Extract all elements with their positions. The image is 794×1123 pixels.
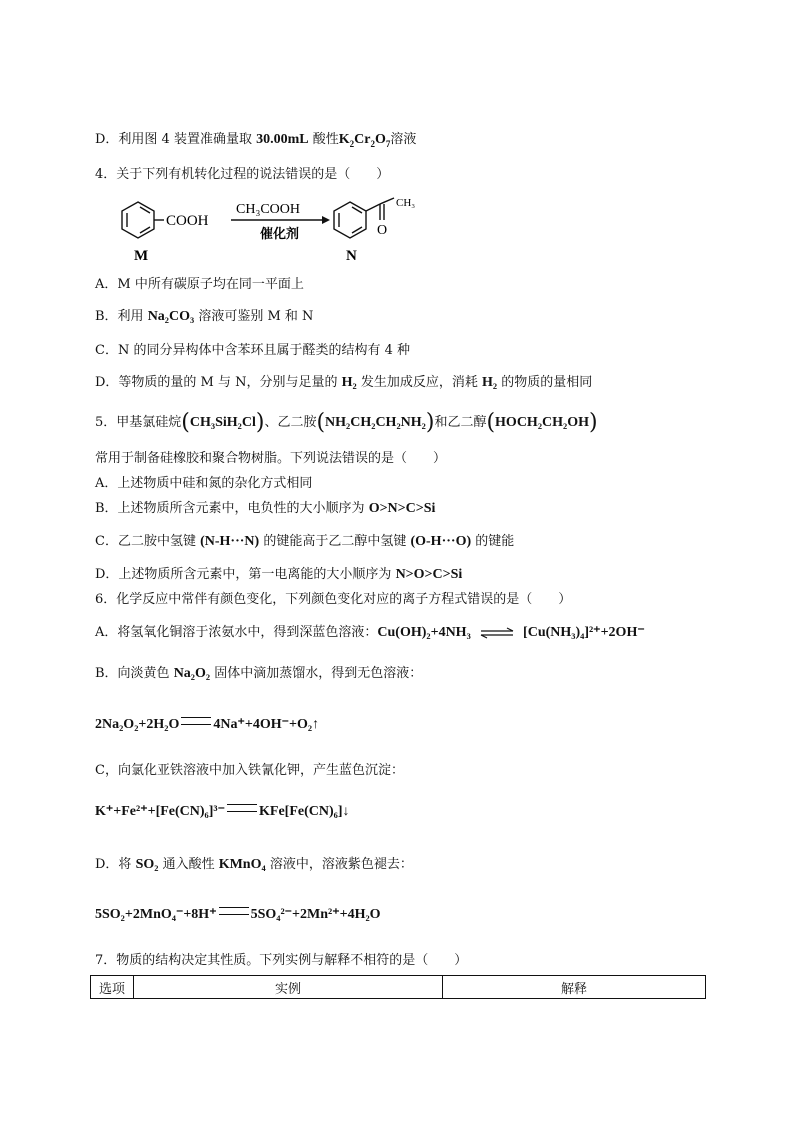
reagent-label: CH₃COOH [236,202,300,217]
q6-stem: 6．化学反应中常伴有颜色变化，下列颜色变化对应的离子方程式错误的是（ ） [95,592,572,607]
table-header-explanation: 解释 [443,976,706,999]
equals-sign [227,804,257,812]
q3-option-d: D．利用图 4 装置准确量取 30.00mL 酸性$K_2Cr_2O_7$溶液 [95,132,417,149]
label-m: M [134,248,149,264]
q5-option-a: A．上述物质中硅和氮的杂化方式相同 [95,476,313,491]
q3d-formula: $K_2Cr_2O_7$ [338,132,391,149]
q6-option-a: A．将氢氧化铜溶于浓氨水中，得到深蓝色溶液：Cu(OH)₂+4NH₃ [Cu(NH₃)₄]²⁺+2OH⁻ [95,625,645,640]
q7-table [90,975,706,999]
q4-reaction-scheme [118,196,428,266]
table-header-example: 实例 [134,976,443,999]
q6-d-equation: 5SO₂+2MnO₄⁻+8H⁺ 5SO₄²⁻+2Mn²⁺+4H₂O [95,907,381,922]
q3d-amount: 30.00mL [256,132,309,147]
q5-stem-line2: 常用于制备硅橡胶和聚合物树脂。下列说法错误的是（ ） [95,451,447,466]
q5-option-d: D．上述物质所含元素中，第一电离能的大小顺序为 N>O>C>Si [95,567,463,582]
label-n: N [346,248,357,264]
equals-sign [219,907,249,915]
reversible-arrow-icon [479,627,515,639]
q7-stem: 7．物质的结构决定其性质。下列实例与解释不相符的是（ ） [95,953,468,968]
methyl-label: CH₃ [396,197,416,209]
q4-option-b: B．利用 Na₂CO₃ 溶液可鉴别 M 和 N [95,309,314,324]
table-header-option: 选项 [91,976,134,999]
q6-option-b: B．向淡黄色 Na₂O₂ 固体中滴加蒸馏水，得到无色溶液： [95,666,423,681]
catalyst-label: 催化剂 [260,227,300,242]
q6-option-d: D．将 SO₂ 通入酸性 KMnO₄ 溶液中，溶液紫色褪去： [95,857,413,872]
benzene-ring-m [122,202,164,238]
equals-sign [181,717,211,725]
oxygen-label: O [377,223,388,238]
q6-option-c: C，向氯化亚铁溶液中加入铁氰化钾，产生蓝色沉淀： [95,763,404,778]
q4-option-d: D．等物质的量的 M 与 N，分别与足量的 H₂ 发生加成反应，消耗 H₂ 的物质的量相同 [95,375,593,390]
q6-c-equation: K⁺+Fe²⁺+[Fe(CN)₆]³⁻ KFe[Fe(CN)₆]↓ [95,804,350,819]
q5-option-b: B．上述物质所含元素中，电负性的大小顺序为 O>N>C>Si [95,501,436,516]
table-header-row [91,976,706,999]
q4-option-a: A．M 中所有碳原子均在同一平面上 [95,277,304,292]
q5-option-c: C．乙二胺中氢键 (N-H···N) 的键能高于乙二醇中氢键 (O-H···O) 的键能 [95,534,515,549]
q5-stem: 5．甲基氯硅烷(CH₃SiH₂Cl)、乙二胺(NH₂CH₂CH₂NH₂)和乙二醇(HOCH₂CH₂OH) [95,410,598,435]
q6-b-equation: 2Na₂O₂+2H₂O 4Na⁺+4OH⁻+O₂↑ [95,717,320,732]
q4-stem: 4．关于下列有机转化过程的说法错误的是（ ） [95,167,390,182]
cooh-label: COOH [166,213,209,229]
q4-option-c: C．N 的同分异构体中含苯环且属于醛类的结构有 4 种 [95,343,410,358]
